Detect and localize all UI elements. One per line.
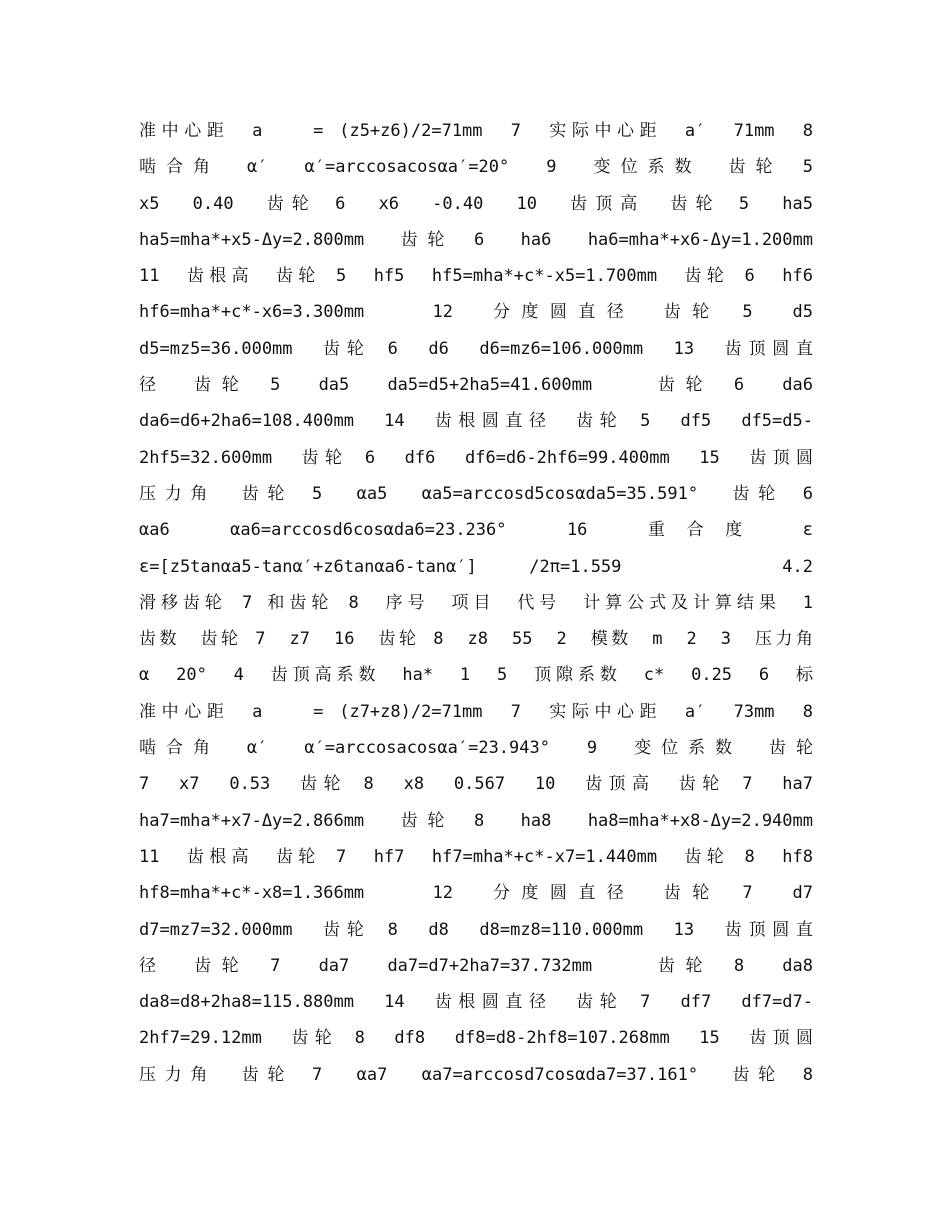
text-line: x5 0.40 齿轮 6 x6 -0.40 10 齿顶高 齿轮 5 ha5: [139, 193, 813, 214]
text-line: 7 x7 0.53 齿轮 8 x8 0.567 10 齿顶高 齿轮 7 ha7: [139, 774, 813, 795]
text-line: 齿数 齿轮 7 z7 16 齿轮 8 z8 55 2 模数 m 2 3 压力角: [139, 629, 813, 650]
text-line: αa6 αa6=arccosd6cosαda6=23.236° 16 重合度 ε: [139, 520, 813, 541]
text-line: 11 齿根高 齿轮 7 hf7 hf7=mha*+c*-x7=1.440mm 齿轮 8 hf8: [139, 846, 813, 867]
text-line: 啮合角 α′ α′=arccosacosαa′=23.943° 9 变位系数 齿轮: [139, 738, 813, 759]
text-line: hf8=mha*+c*-x8=1.366mm 12 分度圆直径 齿轮 7 d7: [139, 883, 813, 904]
text-line: 2hf7=29.12mm 齿轮 8 df8 df8=d8-2hf8=107.268mm 15 齿顶圆: [139, 1028, 813, 1049]
text-line: 准中心距 a = (z7+z8)/2=71mm 7 实际中心距 a′ 73mm 8: [139, 701, 813, 722]
text-line: ha5=mha*+x5-Δy=2.800mm 齿轮 6 ha6 ha6=mha*+x6-Δy=1.200mm: [139, 229, 813, 250]
text-line: 啮合角 α′ α′=arccosacosαa′=20° 9 变位系数 齿轮 5: [139, 157, 813, 178]
text-line: ε=[z5tanαa5-tanα′+z6tanαa6-tanα′] /2π=1.559 4.2: [139, 556, 813, 577]
text-line: 2hf5=32.600mm 齿轮 6 df6 df6=d6-2hf6=99.400mm 15 齿顶圆: [139, 447, 813, 468]
text-line: da6=d6+2ha6=108.400mm 14 齿根圆直径 齿轮 5 df5 df5=d5-: [139, 411, 813, 432]
text-line: 11 齿根高 齿轮 5 hf5 hf5=mha*+c*-x5=1.700mm 齿轮 6 hf6: [139, 266, 813, 287]
text-line: da8=d8+2ha8=115.880mm 14 齿根圆直径 齿轮 7 df7 df7=d7-: [139, 992, 813, 1013]
text-line: 准中心距 a = (z5+z6)/2=71mm 7 实际中心距 a′ 71mm 8: [139, 121, 813, 141]
text-line: 压力角 齿轮 7 αa7 αa7=arccosd7cosαda7=37.161° 齿轮 8: [139, 1064, 813, 1085]
text-line: d7=mz7=32.000mm 齿轮 8 d8 d8=mz8=110.000mm 13 齿顶圆直: [139, 919, 813, 940]
text-line: 径 齿轮 5 da5 da5=d5+2ha5=41.600mm 齿轮 6 da6: [139, 375, 813, 396]
text-line: 滑移齿轮 7 和齿轮 8 序号 项目 代号 计算公式及计算结果 1: [139, 592, 813, 613]
document-body: [139, 113, 813, 1093]
text-line: 压力角 齿轮 5 αa5 αa5=arccosd5cosαda5=35.591° 齿轮 6: [139, 483, 813, 504]
text-line: α 20° 4 齿顶高系数 ha* 1 5 顶隙系数 c* 0.25 6 标: [139, 665, 813, 686]
text-line: ha7=mha*+x7-Δy=2.866mm 齿轮 8 ha8 ha8=mha*+x8-Δy=2.940mm: [139, 810, 813, 831]
text-line: d5=mz5=36.000mm 齿轮 6 d6 d6=mz6=106.000mm 13 齿顶圆直: [139, 338, 813, 359]
text-line: 径 齿轮 7 da7 da7=d7+2ha7=37.732mm 齿轮 8 da8: [139, 955, 813, 976]
text-line: hf6=mha*+c*-x6=3.300mm 12 分度圆直径 齿轮 5 d5: [139, 302, 813, 323]
